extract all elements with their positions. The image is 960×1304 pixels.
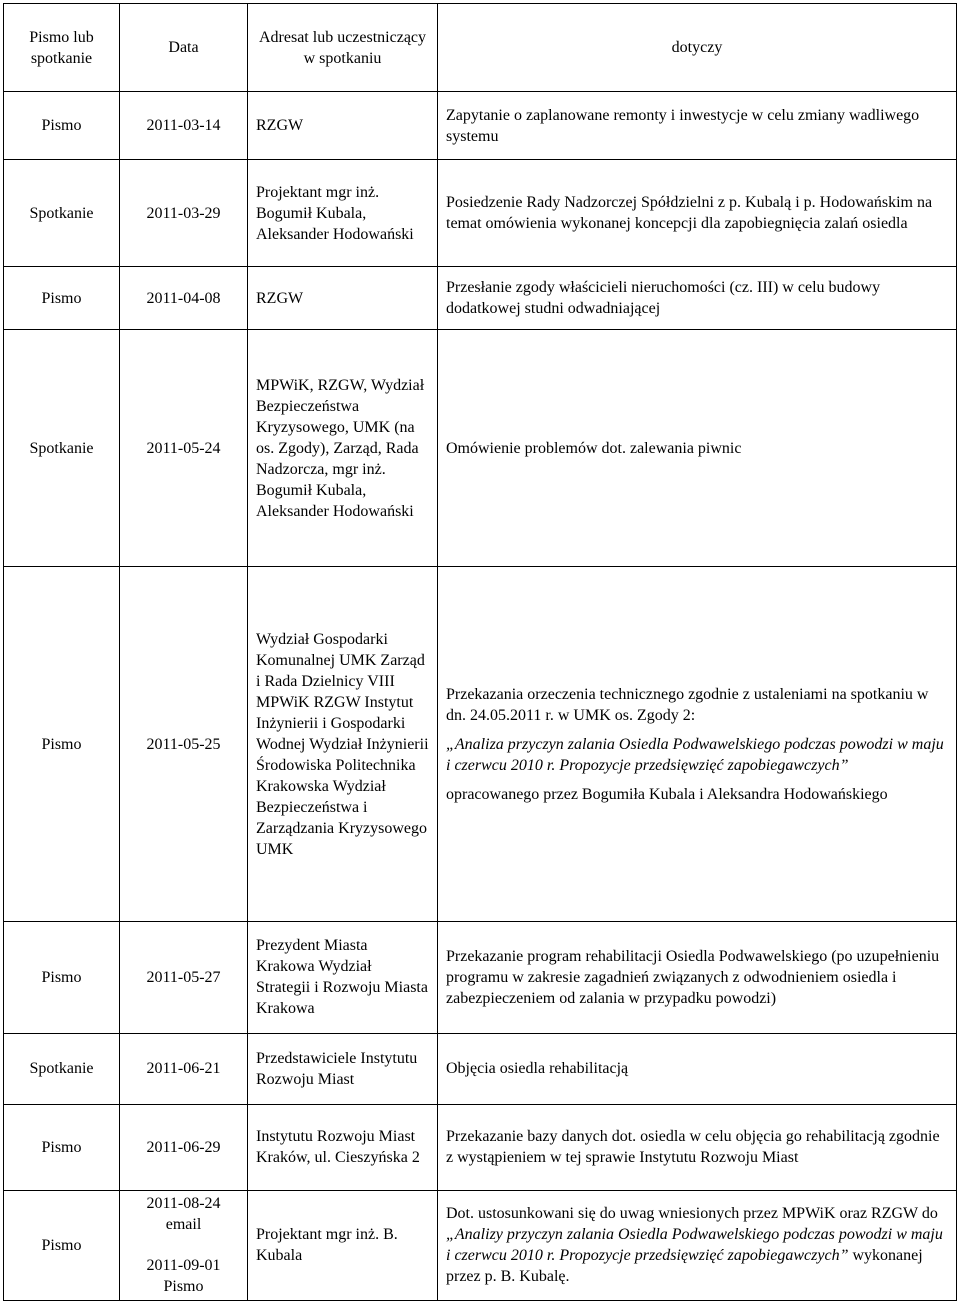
- header-row: [4, 4, 957, 92]
- row-subject: Przekazanie program rehabilitacji Osiedla Podwawelskiego (po uzupełnieniu programu w zakresie zagadnień związanych z odwodnieniem osiedla i zabezpieczeniem od zalania w przypadku powodzi): [438, 921, 957, 1033]
- table-row: [4, 1033, 957, 1104]
- row-date: 2011-05-25: [120, 567, 248, 921]
- row-type: Pismo: [4, 1104, 120, 1190]
- row-date: 2011-06-21: [120, 1033, 248, 1104]
- row-date: 2011-06-29: [120, 1104, 248, 1190]
- date-stack: [128, 1193, 239, 1297]
- row-addressee: MPWiK, RZGW, Wydział Bezpieczeństwa Kryzysowego, UMK (na os. Zgody), Zarząd, Rada Nadzorcza, mgr inż. Bogumił Kubala, Aleksander Hodowański: [248, 330, 438, 567]
- row-subject: Omówienie problemów dot. zalewania piwnic: [438, 330, 957, 567]
- row-date: 2011-05-27: [120, 921, 248, 1033]
- row-addressee: Projektant mgr inż. Bogumił Kubala, Aleksander Hodowański: [248, 160, 438, 267]
- row-subject: Przesłanie zgody właścicieli nieruchomości (cz. III) w celu budowy dodatkowej studni odwadniającej: [438, 267, 957, 330]
- table-row: [4, 92, 957, 160]
- header-subject: dotyczy: [438, 4, 957, 92]
- row-type: Spotkanie: [4, 1033, 120, 1104]
- subject-quote: [446, 734, 948, 776]
- date-value: 2011-09-01: [146, 1257, 221, 1275]
- table-row: [4, 160, 957, 267]
- table-row: [4, 1190, 957, 1300]
- subject-text: Dot. ustosunkowani się do uwag wniesionych przez MPWiK oraz RZGW do: [446, 1205, 938, 1223]
- row-type: Spotkanie: [4, 160, 120, 267]
- subject-text: wykonanej przez p. B. Kubalę.: [446, 1247, 923, 1286]
- row-subject: Przekazanie bazy danych dot. osiedla w celu objęcia go rehabilitacją zgodnie z wystąpieniem w tej sprawie Instytutu Rozwoju Miast: [438, 1104, 957, 1190]
- date-value: 2011-08-24: [146, 1195, 221, 1213]
- date-entry: [146, 1255, 220, 1297]
- date-kind: Pismo: [163, 1278, 204, 1296]
- date-entry: [146, 1193, 220, 1235]
- header-type: Pismo lub spotkanie: [4, 4, 120, 92]
- row-addressee: RZGW: [248, 92, 438, 160]
- row-addressee: Instytutu Rozwoju Miast Kraków, ul. Cieszyńska 2: [248, 1104, 438, 1190]
- table-row: [4, 921, 957, 1033]
- row-type: Spotkanie: [4, 330, 120, 567]
- row-date: 2011-03-29: [120, 160, 248, 267]
- subject-paragraph: opracowanego przez Bogumiła Kubala i Aleksandra Hodowańskiego: [446, 785, 888, 803]
- row-subject: Zapytanie o zaplanowane remonty i inwestycje w celu zmiany wadliwego systemu: [438, 92, 957, 160]
- table-row: [4, 330, 957, 567]
- row-addressee: RZGW: [248, 267, 438, 330]
- date-kind: email: [165, 1216, 202, 1234]
- quoted-title: „Analiza przyczyn zalania Osiedla Podwawelskiego podczas powodzi w maju i czerwcu 2010 r. Propozycje przedsięwzięć zapobiegawczych”: [446, 735, 944, 774]
- table-row: [4, 267, 957, 330]
- row-type: Pismo: [4, 921, 120, 1033]
- row-addressee: Projektant mgr inż. B. Kubala: [248, 1190, 438, 1300]
- correspondence-table: [3, 3, 957, 1301]
- row-type: Pismo: [4, 92, 120, 160]
- row-date: 2011-05-24: [120, 330, 248, 567]
- row-addressee: Prezydent Miasta Krakowa Wydział Strategii i Rozwoju Miasta Krakowa: [248, 921, 438, 1033]
- row-subject: [438, 1190, 957, 1300]
- row-type: Pismo: [4, 1190, 120, 1300]
- header-date: Data: [120, 4, 248, 92]
- table-row: [4, 567, 957, 921]
- row-type: Pismo: [4, 267, 120, 330]
- row-addressee: Wydział Gospodarki Komunalnej UMK Zarząd i Rada Dzielnicy VIII MPWiK RZGW Instytut Inżynierii i Gospodarki Wodnej Wydział Inżynierii Środowiska Politechnika Krakowska Wydział Bezpieczeństwa i Zarządzania Kryzysowego UMK: [248, 567, 438, 921]
- row-date: [120, 1190, 248, 1300]
- table-row: [4, 1104, 957, 1190]
- row-subject: [438, 567, 957, 921]
- subject-paragraph: Przekazania orzeczenia technicznego zgodnie z ustaleniami na spotkaniu w dn. 24.05.2011 r. w UMK os. Zgody 2:: [446, 685, 929, 724]
- row-subject: Objęcia osiedla rehabilitacją: [438, 1033, 957, 1104]
- row-addressee: Przedstawiciele Instytutu Rozwoju Miast: [248, 1033, 438, 1104]
- row-subject: Posiedzenie Rady Nadzorczej Spółdzielni z p. Kubalą i p. Hodowańskim na temat omówienia wykonanej koncepcji dla zapobiegnięcia zalań osiedla: [438, 160, 957, 267]
- header-addressee: Adresat lub uczestniczący w spotkaniu: [248, 4, 438, 92]
- row-date: 2011-03-14: [120, 92, 248, 160]
- quoted-title: „Analizy przyczyn zalania Osiedla Podwawelskiego podczas powodzi w maju i czerwcu 2010 r. Propozycje przedsięwzięć zapobiegawczych”: [446, 1226, 943, 1265]
- row-type: Pismo: [4, 567, 120, 921]
- row-date: 2011-04-08: [120, 267, 248, 330]
